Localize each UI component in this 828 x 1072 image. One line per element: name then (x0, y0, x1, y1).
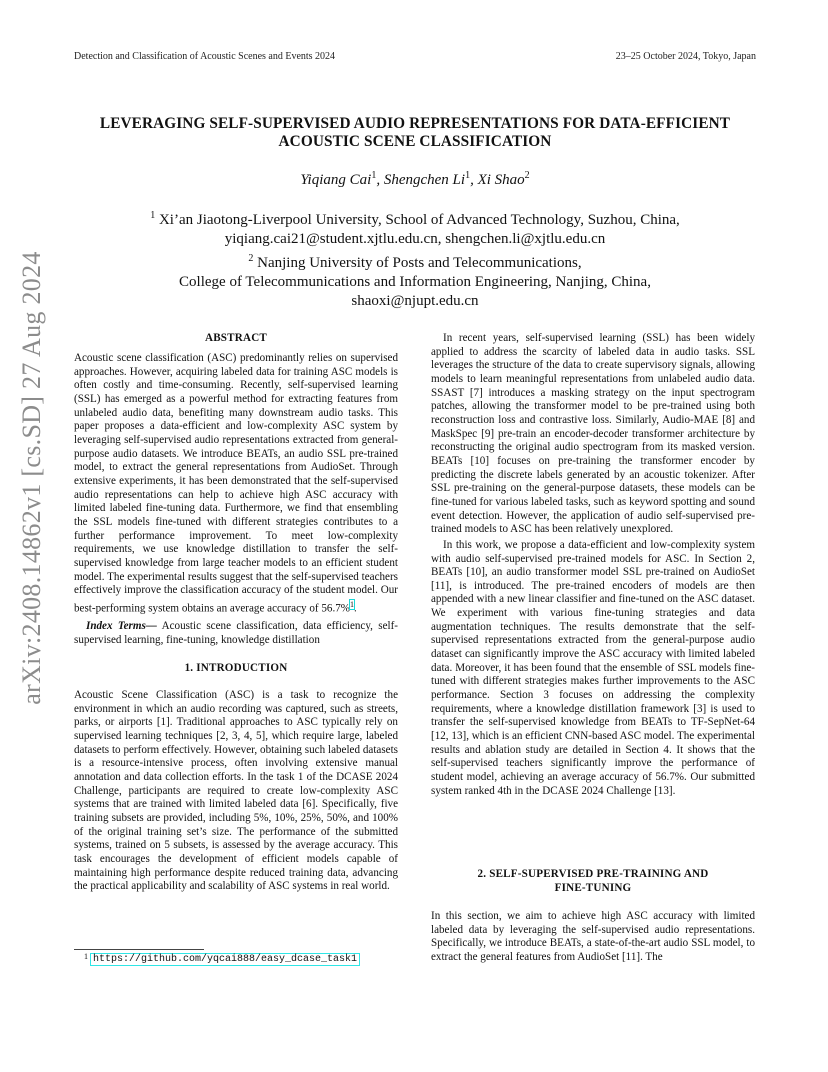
section-2-heading-line-1: 2. SELF-SUPERVISED PRE-TRAINING AND (477, 868, 709, 880)
intro-body (74, 689, 398, 894)
text-run: . Traditional approaches to ASC typically rely on supervised learning techniques (74, 716, 398, 742)
affil-text: Nanjing University of Posts and Telecommunications, (253, 255, 582, 271)
citation-link[interactable]: [7] (469, 386, 483, 399)
text-run: , which require large, labeled datasets to perform effectively. However, obtaining such labeled datasets is a resource-intensive process, often involving extensive manual annotation and data collection efforts. In the task 1 of the DCASE 2024 Challenge, participants are required to create low-complexity ASC systems that are trained with limited labeled data (74, 729, 399, 811)
author-2-affil: 1 (465, 170, 471, 181)
arxiv-stamp (12, 0, 52, 1072)
text-run: . Specifically, five training subsets are provided, including 5%, 10%, 25%, 50%, and 100% of the original training set’s size. The performance of the submitted systems, trained on 5 subsets, is assessed by the average accuracy. This task encourages the development of efficient models capable of maintaining high performance despite reduced training data, advancing the practical applicability and scalability of ASC systems in real world. (74, 798, 398, 893)
affiliations (74, 206, 756, 311)
section-link[interactable]: 3 (543, 689, 549, 702)
section-2-heading (431, 868, 755, 895)
author-2: Shengchen Li (383, 172, 466, 188)
text-run: . It shows that the self-supervised teachers significantly improve the performance of student model, achieving an average accuracy of 56.7%. Our submitted system ranked 4th in the DCASE 2024 Challenge (431, 743, 755, 797)
citation-link[interactable]: [8] (722, 413, 736, 426)
text-run: . The (640, 950, 663, 963)
author-sep: , (470, 172, 478, 188)
text-run: In this work, we propose a data-efficient and low-complexity system with audio self-supervised pre-trained models for ASC. In Section (431, 538, 755, 565)
section-link[interactable]: 4 (663, 743, 669, 756)
text-run: , which is an efficient CNN-based ASC model. The experimental results and ablation study are detailed in Section (431, 730, 755, 756)
author-1-affil: 1 (371, 170, 377, 181)
abstract-end: . (354, 602, 357, 615)
intro-heading (74, 662, 398, 676)
affiliation-emails-1[interactable]: yiqiang.cai21@student.xjtlu.edu.cn, shengchen.li@xjtlu.edu.cn (224, 231, 606, 247)
intro-paragraph-1 (74, 689, 398, 894)
text-run: In this section, we aim to achieve high ASC accuracy with limited labeled data by leveraging the self-supervised audio representations. Specifically, we introduce BEATs, a state-of-the-art audio SSL model, to extract the general features from AudioSet (431, 910, 755, 963)
abstract-heading-text: ABSTRACT (204, 332, 267, 344)
author-sep: , (376, 172, 384, 188)
running-header-left: Detection and Classification of Acoustic Scenes and Events 2024 (74, 51, 336, 62)
abstract-paragraph (74, 352, 398, 616)
affil-mark: 2 (248, 253, 254, 264)
text-run: In recent years, self-supervised learning (SSL) has been widely applied to address the scarcity of labeled data in audio tasks. SSL leverages the structure of the data to create supervisory signals, allowing models to learn meaningful representations from unlabeled audio data. SSAST (431, 332, 755, 399)
arxiv-stamp-text: arXiv:2408.14862v1 [cs.SD] 27 Aug 2024 (17, 251, 46, 705)
title-line-1: LEVERAGING SELF-SUPERVISED AUDIO REPRESENTATIONS FOR DATA-EFFICIENT (99, 115, 731, 132)
citation-link[interactable]: [2, 3, 4, 5] (216, 729, 266, 742)
author-3-affil: 2 (524, 170, 530, 181)
footnote-rule (74, 949, 204, 950)
citation-link[interactable]: [10] (466, 566, 485, 579)
text-run: , is introduced. The pre-trained encoders of models are then appended with a new linear classifier and fine-tuned on the ASC dataset. We experiment with various fine-tuning strategies and data augmentation techniques. The results demonstrate that the self-supervised representations extracted from the general-purpose audio dataset can significantly improve the ASC accuracy with limited labeled data. Moreover, it has been found that the ensemble of SSL models fine-tuned with different strategies makes further improvements to the ASC performance. Section (431, 579, 755, 702)
affiliation-email-2[interactable]: shaoxi@njupt.edu.cn (351, 293, 479, 309)
affiliation-line-1 (74, 206, 756, 230)
footnote-url-link[interactable]: https://github.com/yqcai888/easy_dcase_task1 (90, 953, 360, 966)
citation-link[interactable]: [11] (621, 950, 641, 963)
section-2-paragraph (431, 910, 755, 965)
abstract-body (74, 352, 398, 647)
citation-link[interactable]: [9] (481, 427, 495, 440)
index-terms-text: Acoustic scene classification, data efficiency, self-supervised learning, fine-tuning, knowledge distillation (74, 620, 398, 646)
citation-link[interactable]: [13] (654, 784, 673, 797)
running-header-right: 23–25 October 2024, Tokyo, Japan (615, 51, 756, 62)
citation-link[interactable]: [10] (470, 454, 490, 467)
text-run: is used to transfer the self-supervised knowledge from BEATs to TF-SepNet-64 (431, 702, 755, 729)
index-terms-label: Index Terms— (86, 620, 157, 633)
text-run: Acoustic Scene Classification (ASC) is a task to recognize the environment in which an audio recording was captured, such as streets, parks, or airports (74, 689, 398, 729)
text-run: pre-train an encoder-decoder transformer architecture by reconstructing the original audio spectrogram from its masked version. BEATs (431, 427, 755, 467)
abstract-heading (74, 332, 398, 346)
intro-heading-text: 1. INTRODUCTION (184, 662, 288, 674)
affil-text: Xi’an Jiaotong-Liverpool University, School of Advanced Technology, Suzhou, China, (155, 212, 680, 228)
text-run: , BEATs (431, 552, 755, 579)
text-run: focuses on pre-training the transformer encoder by predicting the discrete labels generated by an acoustic tokenizer. After SSL pre-training on the general-purpose datasets, these models can be fine-tuned for various labeled tasks, such as keyword spotting and sound event detection. However, the application of audio self-supervised pre-trained models to ASC has been relatively unexplored. (431, 454, 755, 536)
text-run: , an audio transformer model SSL pre-trained on AudioSet (484, 566, 755, 579)
paper-title (74, 115, 756, 151)
section-link[interactable]: 2 (746, 552, 753, 565)
text-run: introduces a masking strategy on the input spectrogram patches, allowing the transformer model to be pre-trained using both reconstruction loss and contrastive loss. Similarly, Audio-MAE (431, 386, 755, 426)
footnote-mark: 1 (84, 952, 88, 961)
citation-link[interactable]: [12, 13] (431, 730, 467, 743)
paragraph-ssl (431, 332, 755, 537)
abstract-text: Acoustic scene classification (ASC) predominantly relies on supervised approaches. However, acquiring labeled data for training ASC models is often costly and time-consuming. Recently, self-supervised learning (SSL) has emerged as a powerful method for extracting features from unlabeled audio data, benefiting many downstream audio tasks. This paper proposes a data-efficient and low-complexity ASC system by leveraging self-supervised audio representations extracted from general-purpose audio datasets. We introduce BEATs, an audio SSL pre-trained model, to extract the general representations from AudioSet. Through extensive experiments, it has been demonstrated that the self-supervised audio representations can help to achieve high ASC accuracy with limited labeled fine-tuning data. Furthermore, we find that ensembling the SSL models fine-tuned with different strategies contributes to a further performance improvement. To meet low-complexity requirements, we use knowledge distillation to transfer the self-supervised knowledge from large teacher models to an efficient student model. The experimental results suggest that the self-supervised teachers effectively improve the classification accuracy of the student model. Our best-performing system obtains an average accuracy of 56.7% (74, 352, 398, 615)
citation-link[interactable]: [11] (431, 579, 450, 592)
section-2-heading-line-2: FINE-TUNING (554, 881, 632, 894)
text-run: . (672, 784, 676, 797)
index-terms (74, 620, 398, 647)
paragraph-this-work (431, 539, 755, 798)
author-1: Yiqiang Cai (300, 172, 372, 188)
affiliation-line-2 (74, 249, 756, 273)
text-run: and MaskSpec (431, 413, 755, 440)
footnote (84, 952, 360, 965)
affiliation-line-3: College of Telecommunications and Information Engineering, Nanjing, China, (179, 274, 651, 290)
affil-mark: 1 (150, 210, 156, 221)
author-list (74, 170, 756, 189)
section-2-body (431, 910, 755, 965)
citation-link[interactable]: [1] (156, 716, 170, 729)
title-line-2: ACOUSTIC SCENE CLASSIFICATION (278, 133, 552, 150)
author-3: Xi Shao (477, 172, 525, 188)
citation-link[interactable]: [6] (302, 798, 316, 811)
citation-link[interactable]: [3] (693, 702, 707, 715)
text-run: focuses on addressing the complexity requirements, where a knowledge distillation framework (431, 689, 755, 715)
right-column-body (431, 332, 755, 798)
abstract-footnote-mark[interactable]: 1 (350, 599, 355, 609)
